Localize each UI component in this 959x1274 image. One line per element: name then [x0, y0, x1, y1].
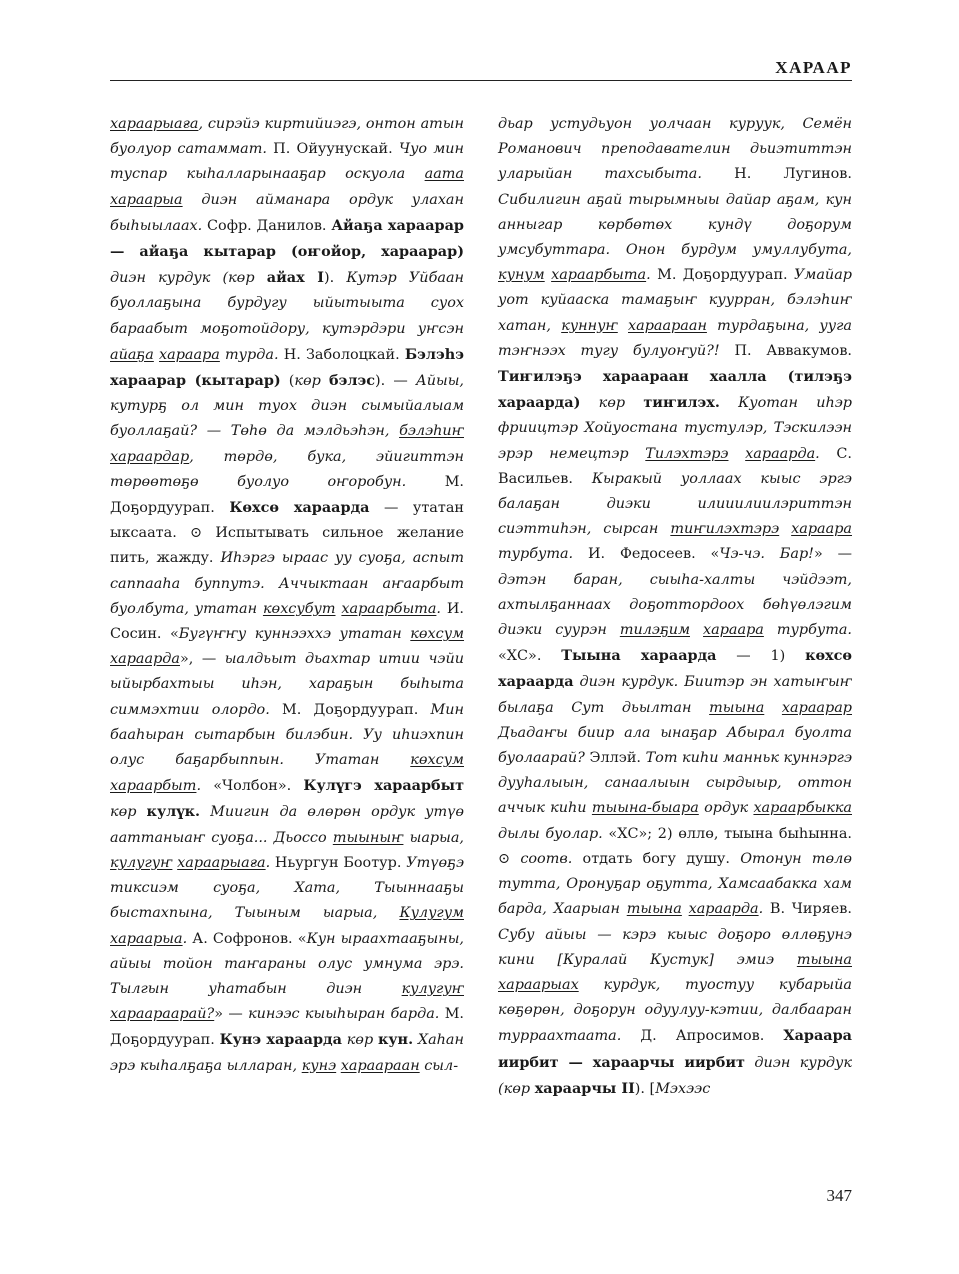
example-text: көр	[598, 395, 626, 412]
plain-text: М. Доҕордуурап.	[110, 473, 464, 517]
example-text: курдук, туостуу кубарыйа көҕөрөн, доҕорун одуулуу-кэтии, далбааран турраахтаата.	[498, 976, 852, 1045]
plain-text: М. Доҕордуурап.	[282, 701, 431, 718]
example-text: дьар устудьуон уолчаан куруук, Семён Романович преподавателин дьиэтиттэн уларыйан тахсыбыта.	[498, 116, 852, 183]
example-text: Чуо мин туспар кыһалларынааҕар оскуола	[110, 141, 464, 183]
underlined-phrase: көхсубут	[262, 600, 336, 617]
example-text: көр	[228, 270, 255, 287]
example-text	[764, 700, 782, 716]
example-text: көр	[294, 373, 321, 390]
underlined-phrase: хараарыа	[110, 191, 183, 208]
right-column	[498, 112, 852, 1102]
example-text: турда.	[219, 346, 284, 363]
headword: Тыына хараарда	[561, 647, 717, 665]
plain-text: Софр. Данилов.	[207, 217, 332, 234]
underlined-phrase: аата	[424, 166, 464, 183]
example-text: көр	[110, 804, 137, 821]
underlined-phrase: тиҥилэхтэрэ	[670, 521, 780, 538]
underlined-phrase: кунэ	[301, 1057, 337, 1074]
underlined-phrase: кулугуҥ	[110, 854, 173, 871]
headword: бэлэс	[329, 372, 376, 390]
plain-text: И. Сосин. «	[110, 600, 464, 643]
example-text: диэн курдук (	[110, 270, 229, 287]
example-text: Тот киһи манньк куннэргэ дууһалыын, санаалыын сырдыыр, оттон аччык киһи	[498, 750, 853, 817]
plain-text: «Чолбон».	[213, 778, 304, 795]
plain-text: «ХС»; 2) өллө, тыына быһынна. ⊙	[498, 825, 852, 867]
plain-text: П. Ойуунускай.	[273, 141, 399, 158]
plain-text	[255, 270, 267, 286]
underlined-phrase: бэлэһиҥ	[399, 423, 464, 440]
headword: Айаҕа хараарар — айаҕа кытарар (оҥойор, хараарар)	[110, 216, 464, 261]
plain-text	[625, 395, 643, 411]
example-text: .	[196, 778, 214, 795]
underlined-phrase: айаҕа	[110, 346, 154, 363]
example-text: диэн айманара ордук улахан быһыылаах.	[110, 191, 464, 234]
underlined-phrase: тыыныҥ	[332, 829, 404, 846]
underlined-phrase: хараараан	[628, 317, 707, 334]
plain-text: (	[280, 373, 295, 390]
example-text: ыарыа,	[403, 829, 464, 846]
plain-text	[321, 373, 329, 389]
example-text	[728, 446, 745, 462]
example-text: , төрдө, бука, эйигиттэн төрөөтөҕө буолуо оҥоробун.	[110, 448, 464, 490]
plain-text: П. Аввакумов.	[734, 342, 853, 359]
plain-text: В. Чиряев.	[769, 901, 852, 918]
example-text: Мэхээс	[655, 1080, 711, 1097]
headword: Тиҥилэҕэ хараараан хаалла (тилэҕэ хараарда)	[498, 368, 852, 412]
example-text: Утүөҕэ тиксиэм суоҕа, Хата, Тыыннааҕы быстахпына, Тыыным ыарыа,	[110, 854, 465, 922]
example-text: .	[815, 445, 837, 462]
underlined-phrase: хараара	[159, 346, 220, 363]
example-text: Субу айыы — кэрэ кыыс доҕоро өллөҕунэ кини [Куралай Кустук] эмиэ	[498, 926, 852, 968]
example-text: диэн курдук. Биитэр эн хатыҥыҥ былаҕа Сут дьылтан	[498, 674, 852, 716]
headword: Кунэ хараарда	[219, 1031, 342, 1049]
plain-text: Н. Лугинов.	[734, 166, 852, 183]
plain-text: Д. Апросимов.	[640, 1028, 784, 1045]
plain-text: И. Федосеев. «	[587, 546, 720, 563]
underlined-phrase: көхсум	[410, 626, 465, 643]
example-text: көр	[346, 1032, 374, 1049]
underlined-phrase: тилэҕим	[619, 622, 690, 639]
underlined-phrase: хараарар	[781, 699, 852, 716]
underlined-phrase: хараарыах	[498, 976, 579, 993]
underlined-phrase: кунум	[498, 267, 545, 284]
example-text: Умайар уот куйааска тамаҕыҥ куурран, бэлэһиҥ хатан,	[498, 267, 852, 334]
plain-text: », —	[179, 651, 225, 668]
plain-text: Ньургун Боотур.	[274, 854, 407, 871]
headword: кулүк.	[146, 803, 201, 821]
underlined-phrase: хараара	[703, 622, 764, 639]
plain-text: » —	[813, 546, 852, 563]
plain-text: А. Софронов. «	[192, 930, 307, 947]
example-text: Бугүҥҥу куннээххэ утатан	[178, 626, 411, 643]
example-text: ыалдьыт дьахтар итии чэйи ыйырбахтыы иһэн, хараҕын быһыта симмэхтии олордо.	[110, 651, 464, 718]
underlined-phrase: хараарбыта	[341, 600, 437, 617]
plain-text	[580, 395, 598, 411]
plain-text: «ХС».	[498, 648, 562, 665]
example-text: Кун ыраахтааҕыны, айыы тойон таҥараны олус умнума эрэ. Тылгын уһатабын диэн	[110, 930, 464, 997]
underlined-phrase: кулугуҥ	[401, 980, 464, 997]
underlined-phrase: тыына	[796, 951, 852, 968]
plain-text: ). [	[634, 1080, 656, 1097]
example-text: Миигин да өлөрөн ордук утүө ааттаныаҥ суоҕа... Дьоссо	[110, 804, 464, 846]
plain-text	[136, 804, 146, 820]
left-column	[110, 112, 464, 1079]
headword: тиҥилэх.	[643, 394, 720, 412]
example-text: соотв.	[520, 850, 573, 867]
example-text: .	[646, 267, 658, 284]
example-text: сыл-	[419, 1057, 459, 1074]
underlined-phrase: көхсум	[410, 752, 464, 769]
plain-text: » —	[214, 1006, 249, 1023]
example-text: Айыы, кутурҕ ол мин туох диэн сымыйалыам буоллаҕай? — Төһө да мэлдьэһэн,	[110, 373, 464, 440]
example-text: Отонун төлө тутта, Оронуҕар оҕутта, Хамсаабакка хам барда, Хаарыан	[498, 850, 853, 918]
headword: Көхсө хараарда	[229, 499, 370, 517]
plain-text: — 1)	[716, 648, 806, 665]
example-text: .	[758, 901, 770, 918]
underlined-phrase: хараарда	[110, 651, 180, 668]
example-text: Кыракый уоллаах кыыс эргэ балаҕан диэки илииилиилэриттэн сиэттиһэн, сырсан	[498, 470, 852, 538]
plain-text: М. Доҕордуурап.	[657, 267, 795, 284]
headword: кун.	[377, 1031, 414, 1049]
plain-text: М. Доҕордуурап.	[110, 1006, 464, 1049]
example-text: турбута.	[498, 546, 588, 563]
example-text: турдаҕына, ууга тэҥнээх тугу булуоҥуй?!	[498, 317, 852, 359]
example-text: көр	[503, 1080, 531, 1097]
underlined-phrase: хараарда	[745, 445, 816, 462]
underlined-phrase: хараарыаға	[110, 116, 199, 132]
example-text: , сирэйэ киртийиэгэ, онтон атын буолуор сатаммат.	[110, 116, 464, 158]
example-text: Кутэр Уйбаан буоллаҕына бурдугу ыйытыыта суох бараабыт моҕотойдору, кутэрдэри уҥсэн	[110, 270, 464, 337]
underlined-phrase: куннуҥ	[561, 317, 618, 334]
example-text: .	[182, 930, 193, 947]
header-rule	[110, 80, 852, 81]
plain-text: Н. Заболоцкай.	[283, 346, 405, 363]
example-text: дылы буолар.	[498, 825, 609, 842]
page-number: 347	[826, 1186, 852, 1205]
underlined-phrase: хараарыа	[110, 930, 183, 947]
example-text: кинээс кыыһыран барда.	[248, 1006, 445, 1023]
plain-text: — утатан ыксаата. ⊙ Испытывать сильное желание пить, жажду.	[110, 500, 464, 567]
plain-text: С. Васильев.	[498, 445, 853, 487]
example-text: Дьадаҥы биир ала ынаҕар Абырал буолта буолаарай?	[498, 724, 852, 767]
right-column-text	[498, 112, 852, 1102]
example-text	[690, 622, 703, 638]
example-text: Куотан иһэр фриицтэр Хойуостана тустулэр, Тэскилээн эрэр немецтэр	[498, 395, 853, 462]
headword: айах I	[266, 269, 324, 287]
underlined-phrase: тыына	[626, 901, 682, 918]
example-text: диэн курдук (	[498, 1054, 852, 1097]
example-text: дэтэн баран, сыыһа-халты чэйдээт, ахтылҕаннаах доҕоттордоох бөһүөлэгим диэки суурэн	[498, 571, 852, 639]
underlined-phrase: тыына	[709, 699, 765, 716]
example-text: Мин бааһыран сытарбын билэбин. Уу иһиэхпин олус баҕарбыппын. Утатан	[110, 701, 464, 769]
headword: Кулүгэ хараарбыт	[303, 777, 464, 795]
underlined-phrase: хараараарай?	[110, 1006, 215, 1023]
left-column-text	[110, 112, 464, 1079]
underlined-phrase: Кулугум	[399, 905, 464, 922]
example-text: Сибилигин аҕай тырымныы дайар аҕам, кун анныгар көрбөтөх кундү доҕорум умсубуттара. Онон бурдум умуллубута,	[498, 191, 852, 259]
example-text: Хаһан эрэ кыһалҕаҕа ылларан,	[110, 1032, 464, 1074]
headword: көхсө хараарда	[498, 647, 852, 691]
plain-text: отдать богу душу.	[572, 850, 741, 867]
example-text: .	[265, 854, 275, 871]
underlined-phrase: хараарбыкка	[753, 800, 852, 817]
example-text: Чэ-чэ. Бар!	[719, 546, 814, 563]
underlined-phrase: хараарбыта	[551, 267, 647, 284]
underlined-phrase: хараарда	[688, 901, 759, 918]
example-text: турбута.	[763, 622, 853, 639]
example-text: .	[436, 600, 447, 617]
underlined-phrase: хараарбыт	[110, 778, 197, 795]
underlined-phrase: хараараан	[340, 1057, 420, 1074]
underlined-phrase: хараара	[791, 521, 852, 538]
plain-text: Эллэй.	[589, 750, 646, 767]
headword: Бэлэһэ хараарар (кытарар)	[110, 345, 465, 390]
example-text	[779, 521, 791, 537]
underlined-phrase: хараарыаға	[177, 854, 266, 871]
example-text	[618, 318, 628, 334]
headword: хараарчы II	[534, 1079, 635, 1097]
plain-text: ).	[323, 270, 347, 287]
underlined-phrase: Тилэхтэрэ	[645, 445, 729, 462]
example-text: ордук	[698, 800, 754, 817]
example-text: Иһэргэ ыраас уу суоҕа, аспыт саппааһа буппутэ. Аччыктаан аҥаарбыт буолбута, утатан	[110, 550, 464, 617]
running-head: ХАРААР	[775, 58, 852, 77]
example-text	[682, 901, 689, 917]
underlined-phrase: тыына-быара	[591, 800, 699, 817]
plain-text: ). —	[375, 373, 416, 390]
underlined-phrase: хараардар	[110, 448, 190, 465]
headword: Хараара иирбит — хараарчы иирбит	[498, 1027, 852, 1071]
